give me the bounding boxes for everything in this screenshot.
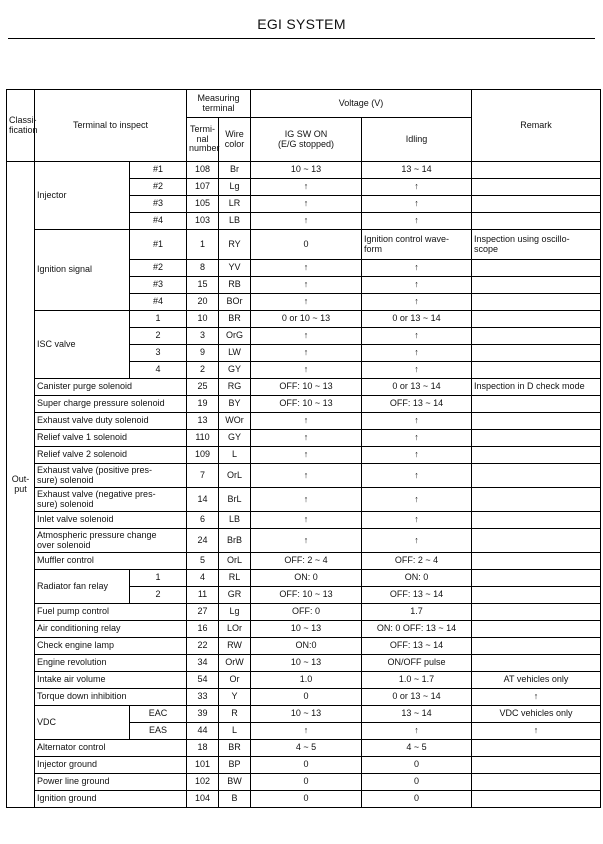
remark-cell	[472, 488, 601, 512]
voltage-idling-cell: ↑	[362, 277, 472, 294]
remark-cell	[472, 512, 601, 529]
table-row	[7, 570, 601, 587]
terminal-sub-cell: 1	[130, 311, 187, 328]
table-row	[7, 464, 601, 488]
voltage-ig-sw-on-cell: 10 ~ 13	[251, 706, 362, 723]
terminal-name-cell: Fuel pump control	[35, 604, 187, 621]
egi-terminal-table	[6, 89, 601, 808]
wire-color-cell: BOr	[219, 294, 251, 311]
voltage-idling-cell: ↑	[362, 213, 472, 230]
remark-cell	[472, 179, 601, 196]
wire-color-cell: GY	[219, 430, 251, 447]
terminal-name-cell: Intake air volume	[35, 672, 187, 689]
wire-color-cell: OrW	[219, 655, 251, 672]
voltage-idling-cell: ↑	[362, 362, 472, 379]
title-rule	[8, 38, 595, 39]
terminal-number-cell: 5	[187, 553, 219, 570]
table-row	[7, 447, 601, 464]
voltage-ig-sw-on-cell: 0	[251, 774, 362, 791]
wire-color-cell: LB	[219, 213, 251, 230]
wire-color-cell: L	[219, 447, 251, 464]
voltage-idling-cell: Ignition control wave- form	[362, 230, 472, 260]
wire-color-cell: GY	[219, 362, 251, 379]
terminal-number-cell: 39	[187, 706, 219, 723]
voltage-idling-cell: ↑	[362, 512, 472, 529]
terminal-number-cell: 108	[187, 162, 219, 179]
remark-cell	[472, 162, 601, 179]
header-wire-color: Wire color	[219, 118, 251, 162]
terminal-name-cell: Canister purge solenoid	[35, 379, 187, 396]
table-row	[7, 604, 601, 621]
voltage-ig-sw-on-cell: ↑	[251, 529, 362, 553]
voltage-ig-sw-on-cell: ↑	[251, 277, 362, 294]
terminal-number-cell: 101	[187, 757, 219, 774]
voltage-ig-sw-on-cell: ↑	[251, 488, 362, 512]
terminal-number-cell: 109	[187, 447, 219, 464]
voltage-ig-sw-on-cell: ↑	[251, 196, 362, 213]
remark-cell	[472, 587, 601, 604]
remark-cell	[472, 413, 601, 430]
voltage-ig-sw-on-cell: 0	[251, 757, 362, 774]
voltage-ig-sw-on-cell: 0 or 10 ~ 13	[251, 311, 362, 328]
terminal-number-cell: 54	[187, 672, 219, 689]
wire-color-cell: L	[219, 723, 251, 740]
terminal-number-cell: 3	[187, 328, 219, 345]
voltage-ig-sw-on-cell: 10 ~ 13	[251, 655, 362, 672]
remark-cell	[472, 430, 601, 447]
voltage-idling-cell: 13 ~ 14	[362, 706, 472, 723]
voltage-idling-cell: ↑	[362, 464, 472, 488]
voltage-ig-sw-on-cell: ↑	[251, 345, 362, 362]
table-row	[7, 689, 601, 706]
table-row	[7, 621, 601, 638]
terminal-sub-cell: 2	[130, 328, 187, 345]
terminal-sub-cell: #1	[130, 230, 187, 260]
voltage-ig-sw-on-cell: 4 ~ 5	[251, 740, 362, 757]
voltage-idling-cell: 0	[362, 791, 472, 808]
header-terminal-number: Termi- nal number	[187, 118, 219, 162]
remark-cell	[472, 464, 601, 488]
table-row	[7, 512, 601, 529]
header-terminal-to-inspect: Terminal to inspect	[35, 90, 187, 162]
table-row	[7, 230, 601, 260]
wire-color-cell: Br	[219, 162, 251, 179]
remark-cell	[472, 638, 601, 655]
wire-color-cell: LW	[219, 345, 251, 362]
header-classification: Classi- fication	[7, 90, 35, 162]
terminal-number-cell: 107	[187, 179, 219, 196]
terminal-name-cell: Relief valve 2 solenoid	[35, 447, 187, 464]
header-voltage: Voltage (V)	[251, 90, 472, 118]
terminal-sub-cell: #4	[130, 213, 187, 230]
terminal-number-cell: 25	[187, 379, 219, 396]
terminal-number-cell: 110	[187, 430, 219, 447]
terminal-name-cell: Muffler control	[35, 553, 187, 570]
remark-cell	[472, 196, 601, 213]
terminal-number-cell: 44	[187, 723, 219, 740]
header-ig-sw-on: IG SW ON (E/G stopped)	[251, 118, 362, 162]
voltage-ig-sw-on-cell: 10 ~ 13	[251, 162, 362, 179]
terminal-number-cell: 4	[187, 570, 219, 587]
voltage-idling-cell: ↑	[362, 529, 472, 553]
remark-cell	[472, 570, 601, 587]
wire-color-cell: GR	[219, 587, 251, 604]
wire-color-cell: BY	[219, 396, 251, 413]
page-header	[0, 0, 603, 40]
voltage-idling-cell: ↑	[362, 430, 472, 447]
wire-color-cell: Lg	[219, 179, 251, 196]
terminal-sub-cell: #3	[130, 196, 187, 213]
terminal-number-cell: 8	[187, 260, 219, 277]
remark-cell: AT vehicles only	[472, 672, 601, 689]
terminal-number-cell: 10	[187, 311, 219, 328]
table-body	[7, 90, 601, 808]
voltage-ig-sw-on-cell: 0	[251, 689, 362, 706]
wire-color-cell: Y	[219, 689, 251, 706]
wire-color-cell: RY	[219, 230, 251, 260]
terminal-number-cell: 9	[187, 345, 219, 362]
table-row	[7, 706, 601, 723]
wire-color-cell: Or	[219, 672, 251, 689]
remark-cell	[472, 604, 601, 621]
wire-color-cell: YV	[219, 260, 251, 277]
terminal-number-cell: 19	[187, 396, 219, 413]
terminal-number-cell: 16	[187, 621, 219, 638]
terminal-name-cell: Ignition ground	[35, 791, 187, 808]
voltage-ig-sw-on-cell: OFF: 2 ~ 4	[251, 553, 362, 570]
table-row	[7, 791, 601, 808]
voltage-idling-cell: 13 ~ 14	[362, 162, 472, 179]
voltage-ig-sw-on-cell: ↑	[251, 213, 362, 230]
wire-color-cell: BP	[219, 757, 251, 774]
remark-cell	[472, 757, 601, 774]
wire-color-cell: BR	[219, 311, 251, 328]
voltage-ig-sw-on-cell: ↑	[251, 447, 362, 464]
voltage-idling-cell: OFF: 13 ~ 14	[362, 587, 472, 604]
terminal-name-cell: Relief valve 1 solenoid	[35, 430, 187, 447]
table-row	[7, 311, 601, 328]
terminal-name-cell: Alternator control	[35, 740, 187, 757]
voltage-idling-cell: 0 or 13 ~ 14	[362, 689, 472, 706]
terminal-number-cell: 14	[187, 488, 219, 512]
header-remark: Remark	[472, 90, 601, 162]
voltage-ig-sw-on-cell: ON: 0	[251, 570, 362, 587]
terminal-group-cell: Radiator fan relay	[35, 570, 130, 604]
terminal-number-cell: 15	[187, 277, 219, 294]
voltage-idling-cell: 0	[362, 757, 472, 774]
remark-cell: Inspection in D check mode	[472, 379, 601, 396]
voltage-ig-sw-on-cell: ↑	[251, 430, 362, 447]
voltage-ig-sw-on-cell: ↑	[251, 464, 362, 488]
terminal-number-cell: 24	[187, 529, 219, 553]
wire-color-cell: BR	[219, 740, 251, 757]
voltage-idling-cell: 0	[362, 774, 472, 791]
table-row	[7, 740, 601, 757]
terminal-name-cell: Air conditioning relay	[35, 621, 187, 638]
remark-cell: VDC vehicles only	[472, 706, 601, 723]
voltage-idling-cell: OFF: 13 ~ 14	[362, 396, 472, 413]
remark-cell	[472, 621, 601, 638]
remark-cell	[472, 294, 601, 311]
voltage-idling-cell: ↑	[362, 294, 472, 311]
terminal-name-cell: Check engine lamp	[35, 638, 187, 655]
terminal-group-cell: Ignition signal	[35, 230, 130, 311]
voltage-ig-sw-on-cell: ↑	[251, 723, 362, 740]
terminal-name-cell: Exhaust valve duty solenoid	[35, 413, 187, 430]
voltage-ig-sw-on-cell: ↑	[251, 179, 362, 196]
voltage-idling-cell: ↑	[362, 447, 472, 464]
terminal-number-cell: 27	[187, 604, 219, 621]
voltage-idling-cell: 1.0 ~ 1.7	[362, 672, 472, 689]
remark-cell: ↑	[472, 689, 601, 706]
voltage-ig-sw-on-cell: ↑	[251, 413, 362, 430]
remark-cell	[472, 791, 601, 808]
header-row-1	[7, 90, 601, 118]
terminal-name-cell: Engine revolution	[35, 655, 187, 672]
terminal-number-cell: 34	[187, 655, 219, 672]
classification-output-cell: Out- put	[7, 162, 35, 808]
table-row	[7, 672, 601, 689]
table-row	[7, 396, 601, 413]
terminal-name-cell: Injector ground	[35, 757, 187, 774]
voltage-ig-sw-on-cell: ↑	[251, 328, 362, 345]
voltage-idling-cell: ↑	[362, 179, 472, 196]
terminal-number-cell: 102	[187, 774, 219, 791]
wire-color-cell: OrL	[219, 464, 251, 488]
terminal-sub-cell: #1	[130, 162, 187, 179]
voltage-ig-sw-on-cell: OFF: 10 ~ 13	[251, 396, 362, 413]
remark-cell	[472, 447, 601, 464]
voltage-idling-cell: ON: 0	[362, 570, 472, 587]
terminal-number-cell: 103	[187, 213, 219, 230]
remark-cell	[472, 277, 601, 294]
remark-cell	[472, 740, 601, 757]
voltage-idling-cell: 0 or 13 ~ 14	[362, 311, 472, 328]
table-row	[7, 553, 601, 570]
terminal-name-cell: Exhaust valve (negative pres- sure) solenoid	[35, 488, 187, 512]
table-row	[7, 162, 601, 179]
remark-cell	[472, 345, 601, 362]
voltage-idling-cell: ↑	[362, 328, 472, 345]
header-measuring-terminal: Measuring terminal	[187, 90, 251, 118]
remark-cell	[472, 362, 601, 379]
wire-color-cell: BrB	[219, 529, 251, 553]
remark-cell	[472, 311, 601, 328]
remark-cell	[472, 396, 601, 413]
terminal-number-cell: 105	[187, 196, 219, 213]
voltage-idling-cell: ↑	[362, 345, 472, 362]
table-row	[7, 638, 601, 655]
terminal-number-cell: 1	[187, 230, 219, 260]
terminal-number-cell: 18	[187, 740, 219, 757]
table-row	[7, 488, 601, 512]
voltage-idling-cell: ON/OFF pulse	[362, 655, 472, 672]
terminal-sub-cell: EAS	[130, 723, 187, 740]
table-row	[7, 774, 601, 791]
voltage-ig-sw-on-cell: OFF: 10 ~ 13	[251, 379, 362, 396]
terminal-number-cell: 33	[187, 689, 219, 706]
wire-color-cell: RL	[219, 570, 251, 587]
terminal-group-cell: ISC valve	[35, 311, 130, 379]
terminal-number-cell: 11	[187, 587, 219, 604]
wire-color-cell: BW	[219, 774, 251, 791]
terminal-number-cell: 104	[187, 791, 219, 808]
terminal-group-cell: VDC	[35, 706, 130, 740]
voltage-idling-cell: ON: 0 OFF: 13 ~ 14	[362, 621, 472, 638]
terminal-sub-cell: 3	[130, 345, 187, 362]
page-title: EGI SYSTEM	[257, 16, 346, 32]
table-row	[7, 757, 601, 774]
remark-cell	[472, 328, 601, 345]
wire-color-cell: LR	[219, 196, 251, 213]
remark-cell: Inspection using oscillo- scope	[472, 230, 601, 260]
wire-color-cell: BrL	[219, 488, 251, 512]
table-row	[7, 430, 601, 447]
terminal-name-cell: Torque down inhibition	[35, 689, 187, 706]
terminal-sub-cell: 1	[130, 570, 187, 587]
voltage-idling-cell: 1.7	[362, 604, 472, 621]
voltage-ig-sw-on-cell: ↑	[251, 362, 362, 379]
remark-cell	[472, 260, 601, 277]
wire-color-cell: LB	[219, 512, 251, 529]
remark-cell	[472, 553, 601, 570]
terminal-sub-cell: #2	[130, 179, 187, 196]
table-row	[7, 413, 601, 430]
table-row	[7, 379, 601, 396]
voltage-idling-cell: ↑	[362, 488, 472, 512]
terminal-number-cell: 22	[187, 638, 219, 655]
voltage-idling-cell: ↑	[362, 723, 472, 740]
remark-cell: ↑	[472, 723, 601, 740]
voltage-ig-sw-on-cell: 1.0	[251, 672, 362, 689]
terminal-number-cell: 20	[187, 294, 219, 311]
terminal-number-cell: 13	[187, 413, 219, 430]
voltage-ig-sw-on-cell: OFF: 0	[251, 604, 362, 621]
voltage-idling-cell: ↑	[362, 196, 472, 213]
voltage-ig-sw-on-cell: OFF: 10 ~ 13	[251, 587, 362, 604]
voltage-idling-cell: 4 ~ 5	[362, 740, 472, 757]
header-idling: Idling	[362, 118, 472, 162]
wire-color-cell: R	[219, 706, 251, 723]
wire-color-cell: Lg	[219, 604, 251, 621]
wire-color-cell: WOr	[219, 413, 251, 430]
voltage-ig-sw-on-cell: 0	[251, 791, 362, 808]
remark-cell	[472, 529, 601, 553]
wire-color-cell: B	[219, 791, 251, 808]
voltage-idling-cell: ↑	[362, 413, 472, 430]
terminal-sub-cell: #4	[130, 294, 187, 311]
voltage-ig-sw-on-cell: ↑	[251, 512, 362, 529]
terminal-name-cell: Atmospheric pressure change over solenoid	[35, 529, 187, 553]
wire-color-cell: RW	[219, 638, 251, 655]
voltage-ig-sw-on-cell: ON:0	[251, 638, 362, 655]
remark-cell	[472, 655, 601, 672]
voltage-idling-cell: 0 or 13 ~ 14	[362, 379, 472, 396]
terminal-name-cell: Super charge pressure solenoid	[35, 396, 187, 413]
remark-cell	[472, 213, 601, 230]
terminal-sub-cell: 2	[130, 587, 187, 604]
terminal-group-cell: Injector	[35, 162, 130, 230]
table-row	[7, 655, 601, 672]
terminal-name-cell: Exhaust valve (positive pres- sure) solenoid	[35, 464, 187, 488]
terminal-number-cell: 7	[187, 464, 219, 488]
voltage-idling-cell: OFF: 2 ~ 4	[362, 553, 472, 570]
voltage-idling-cell: OFF: 13 ~ 14	[362, 638, 472, 655]
terminal-name-cell: Inlet valve solenoid	[35, 512, 187, 529]
voltage-idling-cell: ↑	[362, 260, 472, 277]
terminal-sub-cell: #2	[130, 260, 187, 277]
terminal-sub-cell: 4	[130, 362, 187, 379]
voltage-ig-sw-on-cell: ↑	[251, 260, 362, 277]
terminal-number-cell: 6	[187, 512, 219, 529]
voltage-ig-sw-on-cell: 10 ~ 13	[251, 621, 362, 638]
terminal-name-cell: Power line ground	[35, 774, 187, 791]
wire-color-cell: OrL	[219, 553, 251, 570]
wire-color-cell: OrG	[219, 328, 251, 345]
table-row	[7, 529, 601, 553]
terminal-sub-cell: #3	[130, 277, 187, 294]
terminal-number-cell: 2	[187, 362, 219, 379]
voltage-ig-sw-on-cell: ↑	[251, 294, 362, 311]
wire-color-cell: RB	[219, 277, 251, 294]
wire-color-cell: LOr	[219, 621, 251, 638]
remark-cell	[472, 774, 601, 791]
wire-color-cell: RG	[219, 379, 251, 396]
voltage-ig-sw-on-cell: 0	[251, 230, 362, 260]
terminal-sub-cell: EAC	[130, 706, 187, 723]
